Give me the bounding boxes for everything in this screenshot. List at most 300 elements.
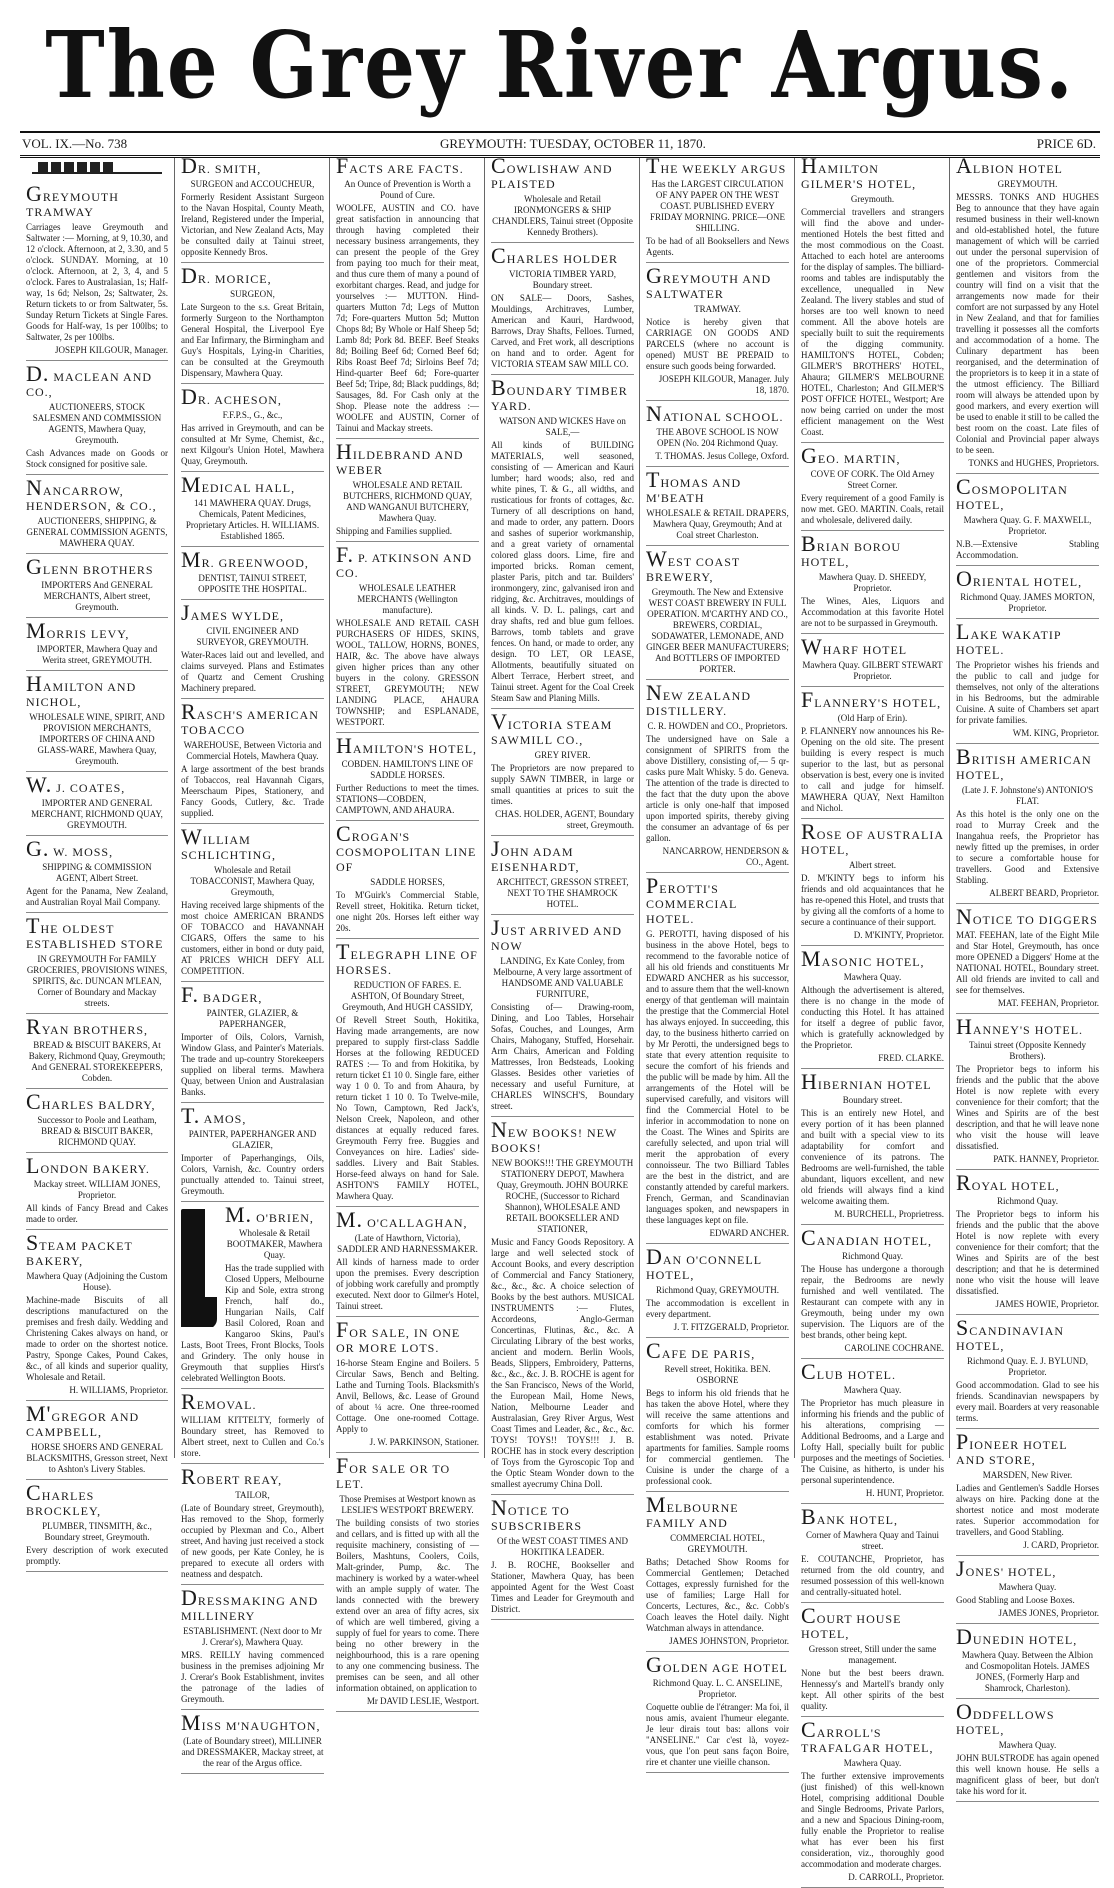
ad-body: The accommodation is excellent in every department. — [646, 1298, 789, 1319]
advertisement — [801, 153, 944, 443]
advertisement — [26, 554, 168, 618]
ad-heading: W. J. COATES, — [26, 772, 126, 797]
advertisement — [801, 946, 944, 1069]
ad-body: Late Surgeon to the s.s. Great Britain, formerly Surgeon to the Northampton General Hospital, the Liverpool Eye and Ear Infirmary, the Birmingham and Guy's Hospitals, Lying-in Charities, can be consulted at the Greymouth Dispensary, Mawhera Quay. — [181, 302, 324, 378]
ad-heading: STEAM PACKET BAKERY, — [26, 1230, 133, 1268]
ad-body: Importer of Paperhangings, Oils, Colors, Varnish, &c. Country orders punctually attended to. Tainui street, Greymouth. — [181, 1153, 324, 1196]
ad-signature: Mr DAVID LESLIE, Westport. — [366, 1696, 479, 1706]
ad-signature: CHAS. HOLDER, AGENT, Boundary street, Greymouth. — [495, 809, 634, 830]
ad-signature: T. THOMAS. Jesus College, Oxford. — [655, 451, 789, 461]
advertisement — [801, 1359, 944, 1504]
ad-subheading: 141 MAWHERA QUAY. Drugs, Chemicals, Patent Medicines, Proprietary Articles. H. WILLIAMS. Established 1865. — [185, 498, 320, 541]
ad-signature: J. T. FITZGERALD, Proprietor. — [673, 1322, 789, 1332]
advertisement — [956, 1699, 1099, 1802]
ad-subheading: Mawhera Quay. G. F. MAXWELL, Proprietor. — [963, 515, 1092, 536]
ad-subheading: TAILOR, — [235, 1490, 270, 1500]
ad-signature: D. CARROLL, Proprietor. — [848, 1872, 944, 1882]
advertisement — [801, 634, 944, 687]
ad-heading: DR. ACHESON, — [181, 384, 282, 409]
ad-heading: JUST ARRIVED AND NOW — [491, 915, 623, 953]
advertisement — [801, 531, 944, 634]
advertisement — [646, 1652, 789, 1773]
ad-body: Importer of Oils, Colors, Varnish, Window Glass, and Painter's Materials. The trade and up-country Storekeepers supplied on liberal terms. Mawhera Quay, between Union and Australasian Banks. — [181, 1032, 324, 1097]
ad-heading: CANADIAN HOTEL, — [801, 1225, 933, 1250]
ad-body: P. FLANNERY now announces his Re-Opening on the old site. The present building is every respect is much superior to the last, but as personal observation is best, every one is invited to call and judge for himself. MAWHERA QUAY, Next Hamilton and Nichol. — [801, 726, 944, 813]
ad-heading: JOHN ADAM EISENHARDT, — [491, 836, 580, 874]
advertisement — [181, 699, 324, 824]
ad-heading: FACTS ARE FACTS. — [336, 153, 464, 178]
ad-subheading: (Old Harp of Erin). — [837, 713, 908, 723]
column-5 — [639, 153, 795, 1767]
price: PRICE 6D. — [1036, 136, 1096, 151]
ad-heading: BANK HOTEL, — [801, 1504, 899, 1529]
ad-subheading: COBDEN. HAMILTON'S LINE OF SADDLE HORSES. — [341, 759, 474, 780]
ad-signature: WM. KING, Proprietor. — [1012, 728, 1099, 738]
ad-body: WOOLFE, AUSTIN and CO. have great satisfaction in announcing that through having completed their necessary business arrangements, they can present the people of the Grey from paying too much for their meat, and thus cure them of many a pound of exorbitant charges. Read, and judge for yourselves :— MUTTON. Hind-quarters Mutton 7d; Legs of Mutton 7d; Fore-quarters Mutton 5d; Mutton Chops 8d; By Whole or Half Sheep 5d; Lamb 8d; Pork 8d. BEEF. Beef Steaks 8d; Boiling Beef 6d; Corned Beef 6d; Ribs Roast Beef 7d; Sirloins Beef 7d; Hind-quarter Beef 6d; Fore-quarter Beef 5d; Tripe, 8d; Black puddings, 8d; Sausages, 8d. For Cash only at the Shop. Please note the address :— WOOLFE and AUSTIN, Corner of Tainui and Mackay streets. — [336, 203, 479, 433]
ad-heading: WHARF HOTEL — [801, 634, 908, 659]
ad-body: Shipping and Families supplied. — [336, 526, 452, 536]
ad-heading: ODDFELLOWS HOTEL, — [956, 1699, 1055, 1737]
ad-heading: FOR SALE, IN ONE OR MORE LOTS. — [336, 1317, 461, 1355]
ad-heading: PIONEER HOTEL AND STORE, — [956, 1429, 1068, 1467]
advertisement — [181, 1464, 324, 1585]
advertisement — [956, 1556, 1099, 1624]
ad-heading: DUNEDIN HOTEL, — [956, 1624, 1078, 1649]
ad-heading: GEO. MARTIN, — [801, 443, 901, 468]
ad-signature: MAT. FEEHAN, Proprietor. — [997, 998, 1099, 1008]
advertisement — [956, 1315, 1099, 1429]
ad-body: The House has undergone a thorough repair, the Bedrooms are newly furnished and well ventilated. The Restaurant can compete with any in Greymouth, being under my own supervision. The Liquors are of the best brands, other being kept. — [801, 1264, 944, 1340]
ad-body: The undersigned have on Sale a consignment of SPIRITS from the above Distillery, consisting of,— 5 qr-casks pure Malt Whisky. 5 do. Geneva. The attention of the trade is directed to the fact that the duty upon the above article is only one-half that imposed upon imported spirits, thereby giving the consumer an advantage of 6s per gallon. — [646, 734, 789, 843]
ad-subheading: Richmond Quay. E. J. BYLUND, Proprietor. — [967, 1356, 1088, 1377]
advertisement — [956, 1624, 1099, 1699]
ad-body: 16-horse Steam Engine and Boilers. 5 Circular Saws, Bench and Belting. Lathe and Turning Tools. Blacksmith's Anvil, Bellows, &c. Lease of Ground of about ¼ acre. One three-roomed Cottage. One one-roomed Cottage. Apply to — [336, 1358, 479, 1434]
ad-heading: DRESSMAKING AND MILLINERY — [181, 1585, 319, 1623]
ad-subheading: Wholesale and Retail TOBACCONIST, Mawhera Quay, Greymouth, — [190, 865, 315, 897]
advertisement — [491, 836, 634, 915]
ad-body: Machine-made Biscuits of all descriptions manufactured on the premises and fresh daily. Wedding and Christening Cakes always on hand, or made to order on the shortest notice. Pastry, Sponge Cakes, Pound Cakes, &c., of all kinds and superior quality, Wholesale and Retail. — [26, 1295, 168, 1382]
ad-subheading: Successor to Poole and Leatham, BREAD & BISCUIT BAKER, RICHMOND QUAY. — [37, 1115, 157, 1147]
ad-subheading: Mawhera Quay. — [843, 1385, 902, 1395]
column-2 — [174, 153, 330, 1768]
advertisement — [801, 443, 944, 531]
column-4 — [484, 153, 640, 1614]
advertisement — [646, 263, 789, 401]
ad-body: Formerly Resident Assistant Surgeon to the Navan Hospital, County Meath, Ireland, Registered under the Imperial, Victorian, and New Zealand Acts, May be consulted daily at Tainui street, opposite Kennedy Bros. — [181, 192, 324, 257]
ad-subheading: IN GREYMOUTH For FAMILY GROCERIES, PROVISIONS WINES, SPIRITS, &c. DUNCAN M'LEAN, Corner of Boundary and Mackay streets. — [26, 954, 168, 1008]
advertisement — [956, 153, 1099, 474]
ad-subheading: Mawhera Quay. Between the Albion and Cosmopolitan Hotels. JAMES JONES, (Formerly Harp and Shamrock, Charleston). — [961, 1650, 1094, 1693]
advertisement — [646, 1338, 789, 1492]
ad-heading: GREYMOUTH TRAMWAY — [26, 181, 119, 219]
newspaper-title: The Grey River Argus. — [45, 10, 1075, 120]
ad-subheading: THE ABOVE SCHOOL IS NOW OPEN (No. 204 Richmond Quay. — [656, 427, 779, 448]
ad-heading: HAMILTON AND NICHOL, — [26, 671, 137, 709]
volume-number: VOL. IX.—No. 738 — [22, 136, 128, 151]
ad-heading: F. BADGER, — [181, 982, 263, 1007]
ad-subheading: MARSDEN, New River. — [982, 1470, 1073, 1480]
advertisement — [646, 467, 789, 546]
ad-subheading: Mawhera Quay (Adjoining the Custom House). — [26, 1271, 168, 1292]
ad-body: As this hotel is the only one on the road to Murray Creek and the Inangahua reefs, the Proprietor has newly fitted up the premises, in order to secure a comfortable house for travellers. Good and Extensive Stabling. — [956, 809, 1099, 885]
ad-body: The Proprietor begs to inform his friends and the public that the above Hotel is now replete with every convenience for their comfort; that the Wines and Spirits are of the best description, and that he will leave none who visit the house will leave dissatisfied. — [956, 1064, 1099, 1151]
ad-body: Consisting of— Drawing-room, Dining, and Loo Tables, Horsehair Sofas, Couches, and Lounges, Arm Chairs, Mahogany, Stuffed, Horsehair. Arm Chairs, American and Folding Mattresses, Iron Bedsteads, Looking Glasses. Besides other varieties of necessary and useful Furniture, at CHARLES WINSCH'S, Boundary street. — [491, 1002, 634, 1111]
advertisement — [181, 1202, 324, 1389]
advertisement — [491, 243, 634, 375]
ad-heading: THOMAS AND M'BEATH — [646, 467, 742, 505]
ad-heading: TELEGRAPH LINE OF HORSES. — [336, 939, 478, 977]
ad-heading: ALBION HOTEL — [956, 153, 1063, 178]
ad-subheading: COVE OF CORK. The Old Arney Street Corner. — [810, 469, 935, 490]
ad-heading: CARROLL'S TRAFALGAR HOTEL, — [801, 1717, 934, 1755]
advertisement — [181, 547, 324, 600]
ad-subheading: IMPORTERS And GENERAL MERCHANTS, Albert street, Greymouth. — [41, 580, 153, 612]
ad-body: The further extensive improvements (just finished) of this well-known Hotel, comprising additional Double and Single Bedrooms, Private Parlors, and a new and Spacious Dining-room, fully enable the Proprietor to realise what has ever been his first consideration, viz., thoroughly good accommodation and moderate charges. — [801, 1771, 944, 1869]
masthead — [0, 0, 1114, 130]
ad-body: The Proprietor has much pleasure in informing his friends and the public of his alterations, comprising — Additional Bedrooms, and a Large and Lofty Hall, specially built for public purposes and the meetings of Societies. The Cuisine, as hitherto, is under his personal superintendence. — [801, 1398, 944, 1485]
advertisement — [26, 1230, 168, 1401]
advertisement — [336, 439, 479, 542]
ad-subheading: LANDING, Ex Kate Conley, from Melbourne, A very large assortment of HANDSOME AND VALUABLE FURNITURE, — [493, 956, 632, 999]
ad-subheading: SURGEON, — [230, 289, 275, 299]
ad-subheading: Mawhera Quay. — [843, 972, 902, 982]
ad-subheading: CIVIL ENGINEER AND SURVEYOR, GREYMOUTH. — [196, 626, 309, 647]
ad-heading: M. O'BRIEN, — [225, 1202, 314, 1227]
ad-subheading: ESTABLISHMENT. (Next door to Mr J. Crerar's), Mawhera Quay. — [183, 1626, 322, 1647]
ad-signature: D. M'KINTY, Proprietor. — [853, 930, 944, 940]
ad-heading: THE OLDEST ESTABLISHED STORE — [26, 913, 164, 951]
ad-heading: JAMES WYLDE, — [181, 600, 285, 625]
ad-subheading: An Ounce of Prevention is Worth a Pound of Cure. — [344, 179, 471, 200]
ad-subheading: Wholesale & Retail BOOTMAKER, Mawhera Quay. — [226, 1228, 323, 1260]
ad-heading: HANNEY'S HOTEL. — [956, 1014, 1084, 1039]
advertisement — [26, 618, 168, 671]
ad-heading: DR. MORICE, — [181, 263, 272, 288]
ad-heading: CHARLES HOLDER — [491, 243, 619, 268]
advertisement — [646, 546, 789, 680]
ad-signature: NANCARROW, HENDERSON & CO., Agent. — [662, 846, 789, 867]
ad-heading: GREYMOUTH AND SALTWATER — [646, 263, 772, 301]
ad-subheading: (Late of Boundary street), MILLINER and DRESSMAKER, Mackay street, at the rear of the Argus office. — [181, 1736, 324, 1768]
ad-heading: T. AMOS, — [181, 1103, 247, 1128]
advertisement — [26, 1401, 168, 1480]
advertisement — [801, 819, 944, 946]
ad-heading: BRIAN BOROU HOTEL, — [801, 531, 902, 569]
ad-body: Although the advertisement is altered, there is no change in the mode of conducting this Hotel. It has attained for itself a degree of public favor, which is gratefully acknowledged by the Proprietor. — [801, 985, 944, 1050]
ad-heading: COURT HOUSE HOTEL, — [801, 1603, 902, 1641]
ad-body: Notice is hereby given that CARRIAGE ON GOODS AND PARCELS (where no account is opened) MUST BE PREPAID to ensure such goods being forwarded. — [646, 317, 789, 371]
ad-body: Commercial travellers and strangers will find the above and under-mentioned Hotels the best fitted and the most commodious on the Coast. Attached to each hotel are anterooms for the display of samples. The billiard-rooms and tables are indisputably the excellence, unequalled in New Zealand. The livery stables and stud of horses are too well known to need comment. All the above hotels are specially built to suit the requirements of the digging community. HAMILTON'S HOTEL, Cobden; GILMER'S BROTHERS' HOTEL, Ahaura; GILMER'S MELBOURNE HOTEL, Charleston; And GILMER'S POST OFFICE HOTEL, Westport; Are now being carried on under the most efficient management on the West Coast. — [801, 207, 944, 437]
ad-body: The Proprietors are now prepared to supply SAWN TIMBER, in large or small quantities at prices to suit the times. — [491, 763, 634, 806]
ad-body: None but the best beers drawn. Hennessy's and Martell's brandy only kept. All other spirits of the best quality. — [801, 1668, 944, 1711]
advertisement — [956, 474, 1099, 566]
advertisement — [336, 542, 479, 733]
ad-body: Coquette oublie de l'étranger: Ma foi, il nous amis, avaient l'humeur elegante. Je leur dirais tout bas: allons voir "ANSELINE." Car c'est là, voyez-vous, que l'on peut sans façon Boire, rire et chanter une vieille chanson. — [646, 1702, 789, 1767]
ad-body: All kinds of harness made to order upon the premises. Every description of jobbing work carefully and promptly executed. Next door to Gilmer's Hotel, Tainui street. — [336, 1257, 479, 1311]
ad-signature: JOSEPH KILGOUR, Manager. July 18, 1870. — [658, 374, 789, 395]
ad-subheading: IMPORTER, Mawhera Quay and Werita street, GREYMOUTH. — [36, 644, 158, 665]
ad-body: Good accommodation. Glad to see his friends. Scandinavian newspapers by every mail. Boarders at very reasonable terms. — [956, 1380, 1099, 1423]
ad-body: MESSRS. TONKS AND HUGHES Beg to announce that they have again resumed business in their well-known and old-established hotel, the future management of which will be carried out under the personal supervision of one of the proprietors. Commercial gentlemen and visitors from the country will find on a visit that the arrangements now made for their comfort are not surpassed by any Hotel in New Zealand, and that for families travelling it possesses all the comforts and accommodation of a home. The Culinary department has been reorganised, and the determination of the proprietors is to keep it in a state of the utmost efficiency. The Billiard room will always be attended upon by good markers, and every exertion will be used to enable it still to be called the best room on the coast. Late files of Colonial and Provincial paper always to be seen. — [956, 192, 1099, 455]
ad-heading: LONDON BAKERY. — [26, 1153, 150, 1178]
ad-heading: HIBERNIAN HOTEL — [801, 1069, 932, 1094]
advertisement — [646, 401, 789, 467]
ad-subheading: Albert street. — [849, 860, 896, 870]
ad-subheading: Mawhera Quay. — [998, 1582, 1057, 1592]
advertisement — [336, 821, 479, 939]
ad-heading: HAMILTON GILMER'S HOTEL, — [801, 153, 917, 191]
ad-body: Agent for the Panama, New Zealand, and Australian Royal Mail Company. — [26, 886, 168, 907]
advertisement — [181, 1103, 324, 1202]
ad-heading: M'GREGOR AND CAMPBELL, — [26, 1401, 140, 1439]
ad-heading: CROGAN'S COSMOPOLITAN LINE OF — [336, 821, 477, 874]
ad-heading: FLANNERY'S HOTEL, — [801, 687, 942, 712]
ad-subheading: GREY RIVER. — [534, 750, 591, 760]
advertisement — [181, 1389, 324, 1464]
ad-body: Begs to inform his old friends that he has taken the above Hotel, where they will receive the same attentions and comforts for which his former establishment was noted. Private apartments for families. Sample rooms for commercial gentlemen. The Cuisine is under the charge of a professional cook. — [646, 1388, 789, 1486]
ad-subheading: BREAD & BISCUIT BAKERS, At Bakery, Richmond Quay, Greymouth; And GENERAL STOREKEEPERS, Cobden. — [28, 1040, 166, 1083]
ad-subheading: Those Premises at Westport known as LESLIE'S WESTPORT BREWERY. — [339, 1494, 476, 1515]
ad-body: J. B. ROCHE, Bookseller and Stationer, Mawhera Quay, has been appointed Agent for the West Coast Times and Leader for Greymouth and District. — [491, 1560, 634, 1614]
advertisement — [26, 913, 168, 1014]
ad-body: Further Reductions to meet the times. STATIONS—COBDEN, CAMPTOWN, AND AHAURA. — [336, 783, 479, 815]
ad-subheading: IMPORTER AND GENERAL MERCHANT, RICHMOND QUAY, GREYMOUTH. — [31, 798, 163, 830]
ad-subheading: WHOLESALE AND RETAIL BUTCHERS, RICHMOND QUAY, AND WANGANUI BUTCHERY, Mawhera Quay. — [342, 480, 473, 523]
advertisement — [181, 1585, 324, 1710]
advertisement — [26, 1014, 168, 1089]
ad-heading: MEDICAL HALL, — [181, 472, 296, 497]
advertisement — [801, 1069, 944, 1225]
ad-heading: NEW BOOKS! NEW BOOKS! — [491, 1117, 618, 1155]
ad-heading: LAKE WAKATIP HOTEL. — [956, 619, 1062, 657]
ad-subheading: WHOLESALE & RETAIL DRAPERS, Mawhera Quay, Greymouth; And at Coal street Charleston. — [646, 508, 789, 540]
ad-body: MAT. FEEHAN, late of the Eight Mile and Star Hotel, Greymouth, has once more OPENED a Diggers' Home at the NATIONAL HOTEL, Boundary street. All old friends are invited to call and see for themselves. — [956, 930, 1099, 995]
ad-body: WHOLESALE AND RETAIL CASH PURCHASERS OF HIDES, SKINS, WOOL, TALLOW, HORNS, BONES, HAIR, &c. The above have always given higher prices than any other buyers in the colony. GRESSON STREET, GREYMOUTH; NEW LANDING PLACE, AHAURA TOWNSHIP; and ESPLANADE, WESTPORT. — [336, 618, 479, 727]
ad-heading: DR. SMITH, — [181, 153, 262, 178]
advertisement — [336, 1317, 479, 1453]
ad-subheading: Boundary street. — [842, 1095, 903, 1105]
advertisement — [26, 361, 168, 475]
advertisement — [26, 162, 168, 361]
ad-body: Baths; Detached Show Rooms for Commercial Gentlemen; Detached Cottages, expressly furnished for the use of families; Large Hall for Concerts, Lectures, &c., &c. Cobb's Coach leaves the Hotel daily. Night Watchman always in attendance. — [646, 1557, 789, 1633]
ad-heading: HILDEBRAND AND WEBER — [336, 439, 464, 477]
ad-heading: G. W. MOSS, — [26, 836, 114, 861]
advertisement — [181, 1710, 324, 1774]
ad-body: Has the trade supplied with Closed Uppers, Melbourne Kip and Sole, extra strong French, half do., Hungarian Nails, Calf Basil Colored, Roan and Kangaroo Skins, Paul's Lasts, Boot Trees, Front Blocks, Tools and Grindery. The only house in Greymouth that supplies Hirst's celebrated Wellington Boots. — [181, 1263, 324, 1383]
ad-body: All kinds of Fancy Bread and Cakes made to order. — [26, 1203, 168, 1224]
ad-subheading: SHIPPING & COMMISSION AGENT, Albert Street. — [42, 862, 152, 883]
ad-heading: RASCH'S AMERICAN TOBACCO — [181, 699, 319, 737]
ad-body: This is an entirely new Hotel, and every portion of it has been planned and built with a special view to its adaptability for comfort and convenience of its patrons. The Bedrooms are well-furnished, the table abundant, liquors excellent, and new old friends will always find a kind welcome awaiting them. — [801, 1108, 944, 1206]
advertisement — [181, 982, 324, 1103]
boot-illustration-icon — [181, 1209, 217, 1329]
ad-subheading: PAINTER, GLAZIER, & PAPERHANGER, — [206, 1008, 299, 1029]
ad-body: Ladies and Gentlemen's Saddle Horses always on hire. Packing done at the shortest notice and most moderate rates. Superior accommodation for travellers, and Good Stabling. — [956, 1483, 1099, 1537]
ad-heading: NANCARROW, HENDERSON, & CO., — [26, 475, 157, 513]
ad-subheading: NEW BOOKS!!! THE GREYMOUTH STATIONERY DEPOT, Mawhera Quay, Greymouth. JOHN BOURKE ROCHE, (Successor to Richard Shannon), WHOLESALE AND RETAIL BOOKSELLER AND STATIONER, — [491, 1158, 634, 1234]
advertisement — [336, 153, 479, 439]
ad-heading: NOTICE TO DIGGERS — [956, 904, 1098, 929]
ad-subheading: SADDLE HORSES, — [370, 877, 445, 887]
ad-heading: ROYAL HOTEL, — [956, 1170, 1060, 1195]
advertisement — [26, 772, 168, 836]
ad-heading: NOTICE TO SUBSCRIBERS — [491, 1495, 583, 1533]
ad-body: Music and Fancy Goods Repository. A large and well selected stock of Account Books, and every description of Commercial and Fancy Stationery, &c., &c., &c. A choice selection of Books by the best authors. MUSICAL INSTRUMENTS :— Flutes, Accordeons, Anglo-German Concertinas, Flutinas, &c., &c. A Circulating Library of the best works, ancient and modern. Berlin Wools, Beads, Slippers, Embroidery, Patterns, &c., &c., &c. J. B. ROCHE is agent for the San Francisco, News of the World, the European Mail, Home News, Nation, Melbourne Leader and Australasian, Grey River Argus, West Coast Times and Leader, &c., &c., &c. TOYS! TOYS!! TOYS!!! J. B. ROCHE has in stock every description of Toys from the Gyroscopic Top and the Optic Steam Wonder down to the smallest ayecrumy China Doll. — [491, 1237, 634, 1489]
ad-subheading: AUCTIONEERS, STOCK SALESMEN AND COMMISSION AGENTS, Mawhera Quay, Greymouth. — [32, 402, 162, 445]
advertisement — [26, 1480, 168, 1572]
ad-heading: CLUB HOTEL. — [801, 1359, 897, 1384]
ad-body: Every description of work executed promptly. — [26, 1545, 168, 1566]
ad-subheading: Has the LARGEST CIRCULATION OF ANY PAPER ON THE WEST COAST. PUBLISHED EVERY FRIDAY MORNING. PRICE—ONE SHILLING. — [649, 179, 786, 233]
ad-body: The Proprietor begs to inform his friends and the public that the above Hotel is now replete with every convenience for their comfort; that the Wines and Spirits are of the best description; and that he is determined none who visit the house will leave dissatisfied. — [956, 1209, 1099, 1296]
advertisement — [26, 1089, 168, 1153]
ad-body: WILLIAM KITTELTY, formerly of Boundary street, has Removed to Albert street, next to Cullen and Co.'s store. — [181, 1415, 324, 1458]
ad-body: ON SALE— Doors, Sashes, Mouldings, Architraves, Lumber, American and Kauri, Hardwood, Barrows, Dray Shafts, Felloes. Turned, Carved, and Fret work, all descriptions on hand and to order. Agent for VICTORIA STEAM SAW MILL CO. — [491, 293, 634, 369]
ad-heading: CHARLES BROCKLEY, — [26, 1480, 102, 1518]
advertisement — [801, 687, 944, 819]
advertisement — [491, 375, 634, 709]
ad-subheading: WAREHOUSE, Between Victoria and Commercial Hotels, Mawhera Quay. — [183, 740, 322, 761]
ad-heading: BRITISH AMERICAN HOTEL, — [956, 744, 1092, 782]
ad-subheading: Richmond Quay. — [842, 1251, 903, 1261]
ad-body: (Late of Boundary street, Greymouth), Has removed to the Shop, formerly occupied by Plexman and Co., Albert street, And having just received a stock of new goods, per Kate Conley, he is prepared to execute all orders with neatness and despatch. — [181, 1503, 324, 1579]
ad-subheading: VICTORIA TIMBER YARD, Boundary street. — [508, 269, 617, 290]
advertisement — [26, 836, 168, 913]
ad-subheading: Richmond Quay. JAMES MORTON, Proprietor. — [960, 592, 1095, 613]
ad-body: Every requirement of a good Family is now met. GEO. MARTIN. Coals, retail and wholesale, delivered daily. — [801, 493, 944, 525]
ad-heading: COWLISHAW AND PLAISTED — [491, 153, 613, 191]
ad-heading: MR. GREENWOOD, — [181, 547, 309, 572]
ad-heading: GOLDEN AGE HOTEL — [646, 1652, 788, 1677]
ad-subheading: GREYMOUTH. — [997, 179, 1058, 189]
ad-subheading: ARCHITECT, GRESSON STREET, NEXT TO THE SHAMROCK HOTEL. — [496, 877, 629, 909]
ad-heading: MASONIC HOTEL, — [801, 946, 925, 971]
ad-subheading: COMMERCIAL HOTEL, GREYMOUTH. — [670, 1533, 765, 1554]
ad-heading: PEROTTI'S COMMERCIAL HOTEL. — [646, 873, 737, 926]
ad-heading: SCANDINAVIAN HOTEL, — [956, 1315, 1065, 1353]
ad-body: Good Stabling and Loose Boxes. — [956, 1595, 1075, 1605]
ad-subheading: PLUMBER, TINSMITH, &c., Boundary street, Greymouth. — [42, 1521, 152, 1542]
advertisement — [801, 1504, 944, 1603]
advertisement — [181, 153, 324, 263]
advertisement — [956, 1170, 1099, 1315]
ad-body: Having received large shipments of the most choice AMERICAN BRANDS OF TOBACCO and HAVANNAH CIGARS, Offers the same to his customers, either in bond or duty paid, AT PRICES WHICH DEFY ALL COMPETITION. — [181, 900, 324, 976]
ad-heading: ORIENTAL HOTEL, — [956, 566, 1083, 591]
ad-body: N.B.—Extensive Stabling Accommodation. — [956, 539, 1099, 560]
ad-body: All kinds of BUILDING MATERIALS, well seasoned, consisting of — American and Kauri lumber; hard woods; also, red and white pines, T. & G., all widths, and rusticatious for fronts of cottages, &c. Turnery of all descriptions on hand, and made to order, any pattern. Doors and sashes of superior workmanship, and a great variety of ornamental colored glass doors. Lime, fire and imported bricks. Roman cement, plaster Paris, pitch and tar. Builders' ironmongery, zinc, galvanised iron and ridging, &c. Architraves, mouldings of all kinds. V. D. L. palings, cart and dray shafts, red and blue gum felloes. Barrows, tomb tablets and grave fences. On hand, or made to order, any design. TO LET, OR LEASE, Allotments, beautifully situated on Albert Terrace, Herbert street, and Tainui street. Agent for the Coal Creek Steam Saw and Planing Mills. — [491, 440, 634, 703]
ad-signature: JOSEPH KILGOUR, Manager. — [55, 345, 168, 355]
ad-body: D. M'KINTY begs to inform his friends and old acquaintances that he has re-opened this Hotel, and trusts that by giving all the comforts of a home to secure a continuance of their support. — [801, 873, 944, 927]
ad-body: Carriages leave Greymouth and Saltwater :— Morning, at 9, 10.30, and 12 o'clock. Afternoon, at 2, 3.30, and 5 o'clock. SUNDAY. Morning, at 10 o'clock. Afternoon, at 2, 3, 4, and 5 o'clock. Fares to Australasian, 1s; Half-way, 1s 6d; Nelson, 2s; Saltwater, 2s. Return tickets to or from Saltwater, 5s. Sunday Return Tickets at Single Fares. Goods for Half-way, 1s per 100lbs; to Saltwater, 2s per 100lbs. — [26, 222, 168, 342]
ad-body: The building consists of two stories and cellars, and is fitted up with all the requisite machinery, consisting of — Boilers, Mashtuns, Coolers, Coils, Malt-grinder, Pump, &c. The machinery is worked by a water-wheel with an ample supply of water. The lands connected with the brewery extend over an area of fifty acres, six of which are well timbered, giving a supply of fuel for years to come. There being no other brewery in the neighbourhood, this is a rare opening to any one commencing business. The premises can be seen, and all other information obtained, on application to — [336, 1518, 479, 1693]
advertisement — [646, 680, 789, 873]
ad-signature: TONKS and HUGHES, Proprietors. — [968, 458, 1099, 468]
ad-subheading: TRAMWAY. — [694, 304, 741, 314]
ad-body: To M'Guirk's Commercial Stable, Revell street, Hokitika. Return ticket, one night 20s. Horses left either way 20s. — [336, 890, 479, 933]
advertisement — [336, 939, 479, 1207]
ad-heading: ROSE OF AUSTRALIA HOTEL, — [801, 819, 944, 857]
ad-signature: CAROLINE COCHRANE. — [844, 1343, 944, 1353]
advertisement — [801, 1225, 944, 1359]
ad-body: Of Revell Street South, Hokitika, Having made arrangements, are now prepared to supply first-class Saddle Horses at the following REDUCED RATES :— To and from Hokitika, by return ticket £1 10 0. Single fare, either way 1 0 0. To and from Ahaura, by return ticket 1 10 0. To Twelve-mile, No Town, Camptown, Red Jack's, Nelson Creek, Napoleon, and other distances at equally reduced fares. Greymouth Ferry free. Buggies and Conveyances on hire. Ladies' side-saddles. Livery and Bait Stables. Horse-feed always on hand for Sale. ASHTON'S FAMILY HOTEL, Mawhera Quay. — [336, 1015, 479, 1201]
ad-heading: D. MACLEAN AND CO., — [26, 361, 153, 399]
ad-body: JOHN BULSTRODE has again opened this well known house. He sells a magnificent glass of beer, but don't take his word for it. — [956, 1753, 1099, 1796]
advertisement — [491, 1117, 634, 1495]
ad-subheading: Greymouth. — [850, 194, 895, 204]
advertisement — [26, 671, 168, 772]
ad-signature: FRED. CLARKE. — [878, 1053, 944, 1063]
ad-body: To be had of all Booksellers and News Agents. — [646, 236, 789, 257]
advertisement — [26, 475, 168, 554]
ad-heading: DAN O'CONNELL HOTEL, — [646, 1244, 762, 1282]
advertisement-columns — [20, 153, 1104, 1882]
ad-body: MRS. REILLY having commenced business in the premises adjoining Mr J. Crerar's Book Establishment, invites the patronage of the ladies of Greymouth. — [181, 1650, 324, 1704]
ad-subheading: Wholesale and Retail IRONMONGERS & SHIP CHANDLERS, Tainui street (Opposite Kennedy Brothers). — [492, 194, 633, 237]
ad-signature: J. CARD, Proprietor. — [1023, 1540, 1099, 1550]
column-7 — [949, 153, 1105, 1796]
advertisement — [956, 1429, 1099, 1556]
ad-subheading: (Late J. F. Johnstone's) ANTONIO'S FLAT. — [961, 785, 1094, 806]
ad-subheading: (Late of Hawthorn, Victoria), SADDLER AND HARNESSMAKER. — [337, 1233, 478, 1254]
ad-heading: F. P. ATKINSON AND CO. — [336, 542, 473, 580]
ad-signature: PATK. HANNEY, Proprietor. — [993, 1154, 1099, 1164]
advertisement — [181, 472, 324, 547]
ad-signature: J. W. PARKINSON, Stationer. — [369, 1437, 479, 1447]
column-6 — [794, 153, 950, 1882]
ad-heading: RYAN BROTHERS, — [26, 1014, 149, 1039]
advertisement — [26, 1153, 168, 1230]
ad-subheading: Richmond Quay. L. C. ANSELINE, Proprietor. — [652, 1678, 783, 1699]
advertisement — [956, 619, 1099, 744]
ad-subheading: Mackay street. WILLIAM JONES, Proprietor. — [33, 1179, 161, 1200]
ad-heading: VICTORIA STEAM SAWMILL CO., — [491, 709, 613, 747]
ad-heading: JONES' HOTEL, — [956, 1556, 1057, 1581]
ad-signature: H. HUNT, Proprietor. — [865, 1488, 944, 1498]
ad-subheading: SURGEON and ACCOUCHEUR, — [190, 179, 315, 189]
ad-body: A large assortment of the best brands of Tobaccos, real Havannah Cigars, Meerschaum Pipes, Stationery, and Fancy Goods, Cutlery, &c. Trade supplied. — [181, 764, 324, 818]
advertisement — [336, 1453, 479, 1712]
ad-signature: M. BURCHELL, Proprietress. — [834, 1209, 944, 1219]
advertisement — [491, 915, 634, 1117]
ad-body: E. COUTANCHE, Proprietor, has returned from the old country, and resumed possession of this well-known and centrally-situated hotel. — [801, 1554, 944, 1597]
column-1 — [20, 158, 174, 1566]
advertisement — [181, 824, 324, 982]
ad-body: Has arrived in Greymouth, and can be consulted at Mr Syme, Chemist, &c., next Kilgour's Union Hotel, Mawhera Quay, Greymouth. — [181, 423, 324, 466]
ad-body: The Wines, Ales, Liquors and Accommodation at this favorite Hotel are not to be surpassed in Greymouth. — [801, 596, 944, 628]
publication-date: GREYMOUTH: TUESDAY, OCTOBER 11, 1870. — [440, 136, 706, 151]
ad-subheading: Tainui street (Opposite Kennedy Brothers). — [968, 1040, 1087, 1061]
ad-subheading: Gresson street, Still under the same management. — [808, 1644, 937, 1665]
column-3 — [329, 153, 485, 1706]
ad-signature: JAMES HOWIE, Proprietor. — [995, 1299, 1099, 1309]
advertisement — [336, 733, 479, 821]
ad-body: G. PEROTTI, having disposed of his business in the above Hotel, begs to recommend to the favorable notice of all his old friends and constituents Mr EDWARD ANCHER as his successor, and to assure them that the well-known energy of that gentleman will maintain the prestige that the Commercial Hotel has always enjoyed. In succeeding, this day, to the business hitherto carried on by Mr Perotti, the undersigned begs to state that every attention requisite to secure the comfort of his friends and the public will be made by him. All the arrangements of the Hotel will be supervised carefully, and visitors will find the Commercial Hotel to be inferior in accommodation to none on the Coast. The Wines and Spirits are carefully selected, and upon trial will merit the approbation of every connoisseur. The two Billiard Tables are the best in the district, and are constantly attended by careful markers. French, German, and Scandinavian languages spoken, and newspapers in these languages kept on file. — [646, 929, 789, 1225]
ad-heading: NATIONAL SCHOOL. — [646, 401, 784, 426]
ad-subheading: F.F.P.S., G., &c., — [222, 410, 283, 420]
advertisement — [956, 744, 1099, 904]
ad-heading: WILLIAM SCHLICHTING, — [181, 824, 276, 862]
ad-heading: MISS M'NAUGHTON, — [181, 1710, 321, 1735]
advertisement — [491, 709, 634, 836]
ad-signature: H. WILLIAMS, Proprietor. — [69, 1385, 168, 1395]
advertisement — [491, 1495, 634, 1620]
ad-subheading: Revell street, Hokitika. BEN. OSBORNE — [664, 1364, 771, 1385]
advertisement — [956, 566, 1099, 619]
advertisement — [646, 1244, 789, 1338]
ad-subheading: Richmond Quay. — [997, 1196, 1058, 1206]
ad-subheading: Of the WEST COAST TIMES AND HOKITIKA LEADER. — [496, 1536, 629, 1557]
ad-heading: FOR SALE OR TO LET. — [336, 1453, 451, 1491]
